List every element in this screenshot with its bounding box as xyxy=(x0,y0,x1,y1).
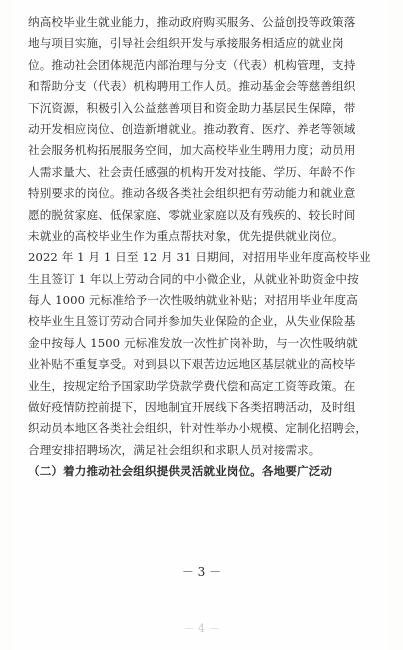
body-line: 和帮助分支（代表）机构聘用工作人员。推动基金会等慈善组织 xyxy=(28,79,356,94)
body-line: 特别要求的岗位。推动各级各类社会组织把有劳动能力和就业意 xyxy=(28,186,356,201)
body-line: 做好疫情防控前提下，因地制宜开展线下各类招聘活动，及时组 xyxy=(28,400,356,415)
body-line: 位。推动社会团体规范内部治理与分支（代表）机构管理，支持 xyxy=(28,57,356,72)
section-heading: （二）着力推动社会组织提供灵活就业岗位。各地要广泛动 xyxy=(28,464,333,479)
body-line: 业补贴不重复享受。对到县以下艰苦边远地区基层就业的高校毕 xyxy=(28,357,356,372)
bleed-through-page-number: － 4 － xyxy=(183,622,220,635)
body-line: 生且签订 1 年以上劳动合同的中小微企业，从就业补助资金中按 xyxy=(28,271,359,286)
body-line: 2022 年 1 月 1 日至 12 月 31 日期间，对招用毕业年度高校毕业 xyxy=(28,250,371,265)
body-line: 愿的脱贫家庭、低保家庭、零就业家庭以及有残疾的、较长时间 xyxy=(28,207,356,222)
body-line: 金中按每人 1500 元标准发放一次性扩岗补助，与一次性吸纳就 xyxy=(28,335,358,350)
body-line: 社会服务机构拓展服务空间，加大高校毕业生聘用力度；动员用 xyxy=(28,143,356,158)
body-line: 地与项目实施，引导社会组织开发与承接服务相适应的就业岗 xyxy=(28,36,344,51)
body-line: 纳高校毕业生就业能力，推动政府购买服务、公益创投等政策落 xyxy=(28,15,356,29)
body-line: 未就业的高校毕业生作为重点帮扶对象，优先提供就业岗位。 xyxy=(28,228,344,243)
document-body xyxy=(28,12,380,483)
body-line: 织动员本地区各类社会组织，针对性举办小规模、定制化招聘会， xyxy=(28,421,368,436)
body-line: 业生，按规定给予国家助学贷款学费代偿和高定工资等政策。在 xyxy=(28,378,356,393)
body-line: 校毕业生且签订劳动合同并参加失业保险的企业，从失业保险基 xyxy=(28,314,356,329)
body-line: 人需求量大、社会责任感强的机构开发对技能、学历、年龄不作 xyxy=(28,164,356,179)
page-number: － 3 － xyxy=(181,565,222,579)
body-line: 下沉资源，积极引入公益慈善项目和资金助力基层民生保障，带 xyxy=(28,100,356,115)
body-line: 合理安排招聘场次，满足社会组织和求职人员对接需求。 xyxy=(28,442,321,457)
body-line: 动开发相应岗位、创造新增就业。推动教育、医疗、养老等领域 xyxy=(28,121,356,136)
body-line: 每人 1000 元标准给予一次性吸纳就业补贴；对招用毕业年度高 xyxy=(28,293,358,308)
